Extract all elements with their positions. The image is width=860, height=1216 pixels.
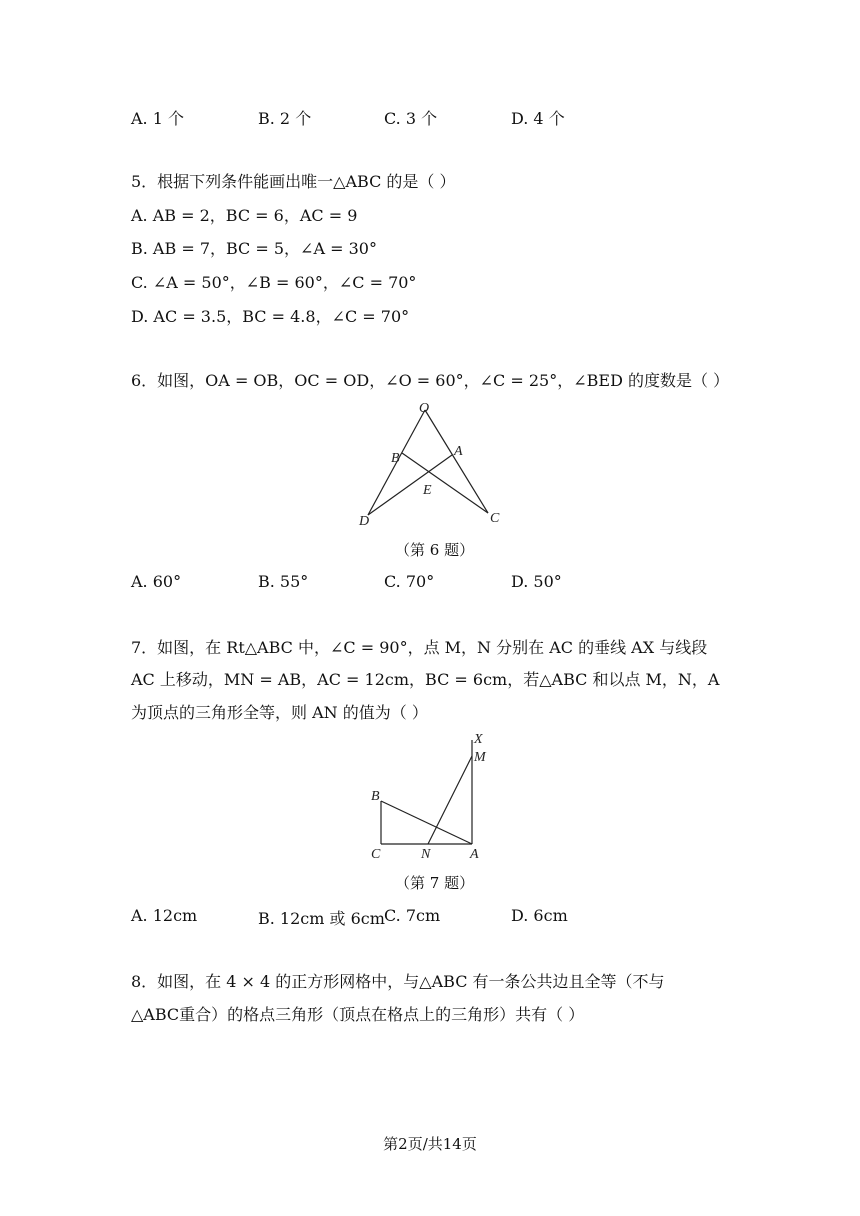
q7-caption: （第 7 题） xyxy=(395,874,475,892)
q6-option-b: B. 55° xyxy=(258,572,309,591)
q6-label-b: B xyxy=(391,451,400,466)
q6-stem: 6．如图，OA = OB，OC = OD，∠O = 60°，∠C = 25°，∠BED 的度数是（ ） xyxy=(131,371,730,390)
q7-option-c: C. 7cm xyxy=(384,906,441,925)
q4-option-a: A. 1 个 xyxy=(131,109,184,128)
q6-label-e: E xyxy=(423,483,432,498)
q6-option-c: C. 70° xyxy=(384,572,435,591)
q7-stem-line1: 7．如图，在 Rt△ABC 中，∠C = 90°，点 M，N 分别在 AC 的垂线 AX 与线段 xyxy=(131,638,708,657)
q4-option-d: D. 4 个 xyxy=(511,109,565,128)
page-number: 第2页/共14页 xyxy=(383,1135,477,1153)
q7-option-b: B. 12cm 或 6cm xyxy=(258,909,385,928)
q4-option-b: B. 2 个 xyxy=(258,109,312,128)
q5-stem: 5．根据下列条件能画出唯一△ABC 的是（ ） xyxy=(131,172,456,191)
q5-option-a: A. AB = 2，BC = 6，AC = 9 xyxy=(131,206,358,225)
q6-label-d: D xyxy=(359,514,370,529)
q6-line-oc xyxy=(425,410,488,513)
q7-option-a: A. 12cm xyxy=(131,906,198,925)
q7-label-a: A xyxy=(470,847,479,862)
q5-option-b: B. AB = 7，BC = 5，∠A = 30° xyxy=(131,239,377,258)
q6-label-c: C xyxy=(490,511,500,526)
q6-label-o: O xyxy=(419,401,430,416)
q6-figure xyxy=(350,395,510,535)
q7-stem-line2: AC 上移动，MN = AB，AC = 12cm，BC = 6cm，若△ABC 和以点 M，N，A xyxy=(131,670,720,689)
q5-option-c: C. ∠A = 50°，∠B = 60°，∠C = 70° xyxy=(131,273,417,292)
q6-line-ad xyxy=(368,455,452,515)
q8-stem-line1: 8．如图，在 4 × 4 的正方形网格中，与△ABC 有一条公共边且全等（不与 xyxy=(131,972,665,991)
q7-label-x: X xyxy=(474,732,483,747)
q8-stem-line2: △ABC重合）的格点三角形（顶点在格点上的三角形）共有（ ） xyxy=(131,1005,585,1024)
q7-line-mn xyxy=(428,756,472,844)
q7-line-ab xyxy=(381,801,472,844)
q7-label-c: C xyxy=(371,847,381,862)
q7-stem-line3: 为顶点的三角形全等，则 AN 的值为（ ） xyxy=(131,703,428,722)
q7-label-m: M xyxy=(474,750,486,765)
q6-line-bc xyxy=(402,453,488,513)
q6-option-a: A. 60° xyxy=(131,572,182,591)
q6-label-a: A xyxy=(454,444,463,459)
q7-label-n: N xyxy=(421,847,431,862)
q6-option-d: D. 50° xyxy=(511,572,562,591)
q7-label-b: B xyxy=(371,789,380,804)
q7-figure xyxy=(360,728,500,868)
q5-option-d: D. AC = 3.5，BC = 4.8，∠C = 70° xyxy=(131,307,410,326)
q4-option-c: C. 3 个 xyxy=(384,109,438,128)
q6-caption: （第 6 题） xyxy=(395,541,475,559)
q7-option-d: D. 6cm xyxy=(511,906,568,925)
